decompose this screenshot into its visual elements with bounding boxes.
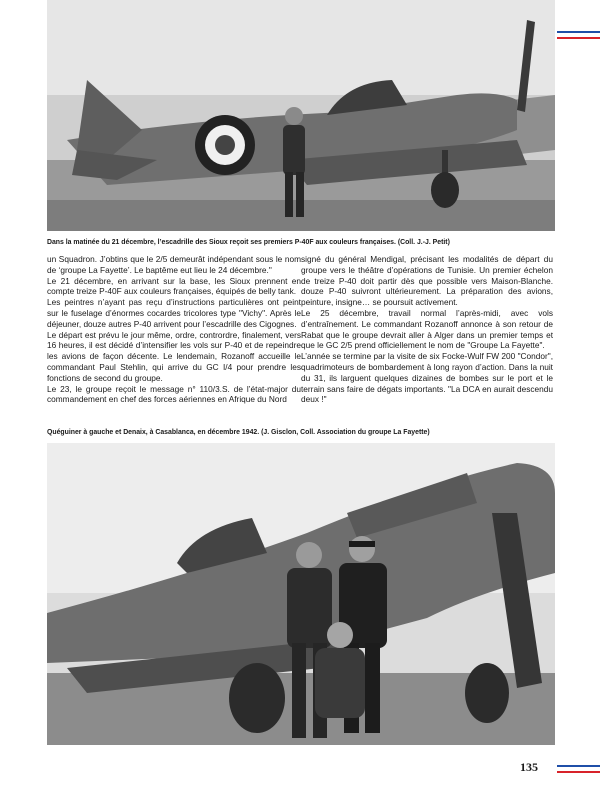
flag-stripe-blue (557, 31, 600, 33)
photo-p40f-roundel (47, 0, 555, 231)
paragraph: Le 23, le groupe reçoit le message n° 110/3.S. de l’état-major du commandement en chef des forces aériennes en Afrique du Nord (47, 383, 301, 405)
paragraph: L’année se termine par la visite de six Focke-Wulf FW 200 "Condor", quadrimoteurs de bombardement à long rayon d’action. Dans la nuit du 31, ils larguent quelques dizaines de bombes sur le port et le terrain sans faire de dégats importants. "La DCA en aurait descendu deux !" (301, 351, 553, 405)
flag-stripe-red (557, 37, 600, 39)
photo-pilots-casablanca (47, 443, 555, 745)
paragraph: Le 21 décembre, en arrivant sur la base, les Sioux prennent en compte treize P-40F aux couleurs françaises, équipés de belly tank. (47, 275, 301, 297)
text-column-right (301, 254, 553, 405)
text-column-left (47, 254, 301, 405)
photo-caption-bottom: Quéguiner à gauche et Denaix, à Casablanca, en décembre 1942. (J. Gisclon, Coll. Association du groupe La Fayette) (47, 429, 430, 436)
paragraph: Les peintres n’ayant pas reçu d’instructions particulières ont peint sur le fuselage d’énormes cocardes tricolores type "Vichy". Après le déjeuner, douze autres P-40 arrivent pour l’escadrille des Cigognes. (47, 297, 301, 329)
tricolor-stripe-top (557, 31, 600, 40)
page-number: 135 (520, 760, 538, 774)
photo-caption-top: Dans la matinée du 21 décembre, l’escadrille des Sioux reçoit ses premiers P-40F aux couleurs françaises. (Coll. J.-J. Petit) (47, 239, 450, 246)
tricolor-stripe-bottom (557, 765, 600, 774)
flag-stripe-red (557, 771, 600, 773)
paragraph: Le 25 décembre, travail normal l’après-midi, avec vols d’entraînement. Le commandant Rozanoff annonce à son retour de Rabat que le groupe devrait aller à Alger dans un premier temps et que le GC 2/5 prend officiellement le nom de "Groupe La Fayette". (301, 307, 553, 351)
flag-stripe-blue (557, 765, 600, 767)
flag-stripe-white (557, 34, 600, 36)
paragraph: Le départ est prévu le jour même, ordre, contrordre, finalement, vers 16 heures, il est décidé d’intensifier les vols sur P-40 et de repeindre les avions de façon décente. Le lendemain, Rozanoff accueille le commandant Paul Stehlin, qui arrive du GC I/4 pour prendre les fonctions de second du groupe. (47, 329, 301, 383)
paragraph: un Squadron. J’obtins que le 2/5 demeurât indépendant sous le nom de ‘groupe La Fayette’. Le baptême eut lieu le 24 décembre." (47, 254, 301, 275)
flag-stripe-white (557, 768, 600, 770)
paragraph: signé du général Mendigal, précisant les modalités de départ du groupe vers le théâtre d’opérations de Tunisie. Un premier échelon de treize P-40 doit partir dès que possible vers Maison-Blanche. douze P-40 suivront ultérieurement. La préparation des avions, peinture, insigne… se poursuit activement. (301, 254, 553, 308)
